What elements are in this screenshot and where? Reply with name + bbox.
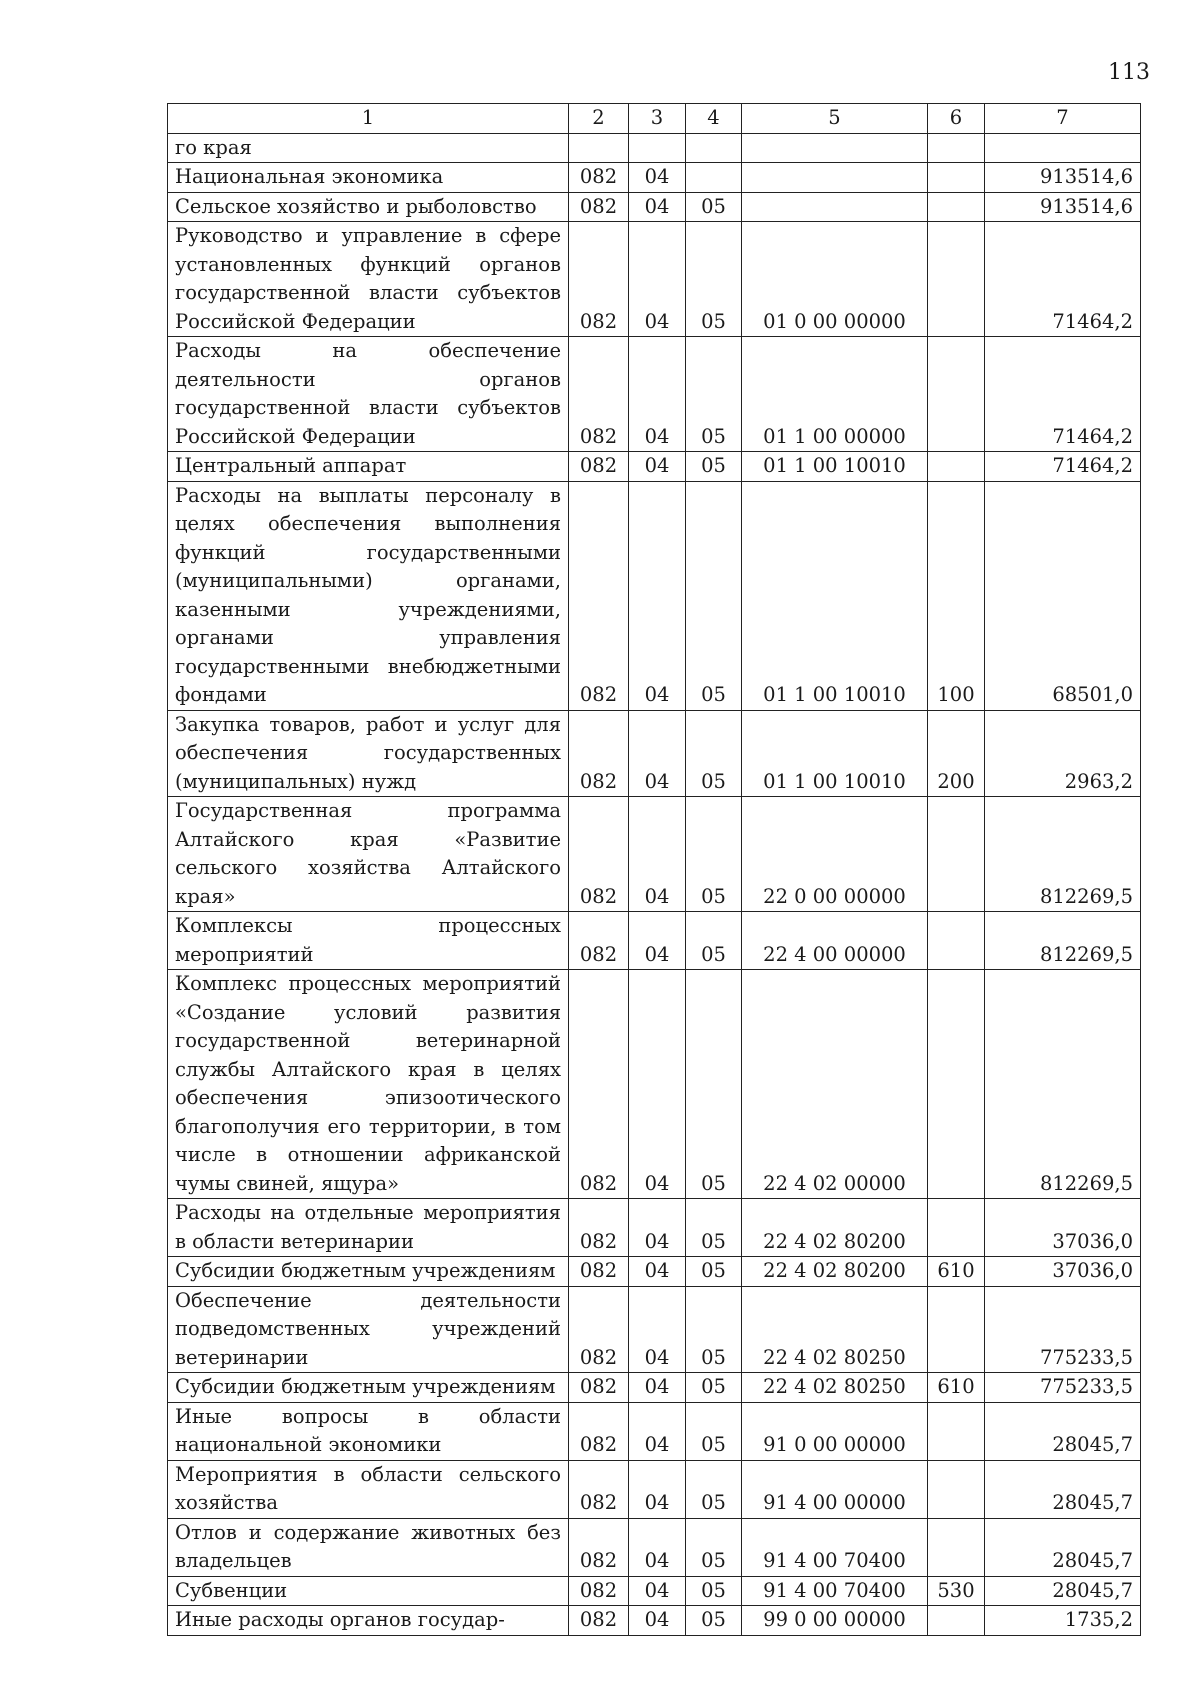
header-col-4: 4: [686, 104, 742, 134]
cell-expense-type: [928, 912, 985, 970]
table-row: [168, 1257, 1141, 1287]
cell-subsection-code: 05: [686, 970, 742, 1199]
cell-subsection-code: 05: [686, 1402, 742, 1460]
cell-amount: 775233,5: [985, 1286, 1141, 1373]
cell-subsection-code: [686, 163, 742, 193]
cell-target-article: 91 0 00 00000: [742, 1402, 928, 1460]
cell-item-name: го края: [168, 133, 569, 163]
cell-expense-type: 610: [928, 1257, 985, 1287]
cell-subsection-code: 05: [686, 710, 742, 797]
cell-ministry-code: 082: [569, 912, 629, 970]
cell-target-article: 99 0 00 00000: [742, 1606, 928, 1636]
cell-section-code: 04: [629, 1257, 686, 1287]
cell-ministry-code: [569, 133, 629, 163]
cell-target-article: 01 1 00 00000: [742, 337, 928, 452]
cell-target-article: 22 4 02 80250: [742, 1373, 928, 1403]
cell-target-article: 01 1 00 10010: [742, 481, 928, 710]
table-row: [168, 710, 1141, 797]
cell-ministry-code: 082: [569, 1402, 629, 1460]
cell-target-article: 01 1 00 10010: [742, 710, 928, 797]
cell-amount: 28045,7: [985, 1460, 1141, 1518]
cell-expense-type: [928, 1286, 985, 1373]
cell-subsection-code: 05: [686, 1576, 742, 1606]
cell-expense-type: [928, 192, 985, 222]
cell-amount: 71464,2: [985, 222, 1141, 337]
cell-expense-type: [928, 1402, 985, 1460]
cell-amount: 812269,5: [985, 912, 1141, 970]
table-row: [168, 481, 1141, 710]
cell-section-code: 04: [629, 1576, 686, 1606]
cell-target-article: 22 4 00 00000: [742, 912, 928, 970]
cell-subsection-code: [686, 133, 742, 163]
cell-item-name: Расходы на выплаты персоналу в целях обеспечения выполнения функций государственными (муниципальными) органами, казенными учреждениями, органами управления государственными внебюджетными фондами: [168, 481, 569, 710]
cell-amount: [985, 133, 1141, 163]
cell-item-name: Комплексы процессных мероприятий: [168, 912, 569, 970]
cell-subsection-code: 05: [686, 337, 742, 452]
cell-section-code: 04: [629, 163, 686, 193]
cell-section-code: 04: [629, 192, 686, 222]
cell-ministry-code: 082: [569, 1286, 629, 1373]
cell-ministry-code: 082: [569, 1460, 629, 1518]
header-col-2: 2: [569, 104, 629, 134]
cell-target-article: 22 0 00 00000: [742, 797, 928, 912]
cell-amount: 913514,6: [985, 163, 1141, 193]
cell-ministry-code: 082: [569, 452, 629, 482]
cell-subsection-code: 05: [686, 452, 742, 482]
cell-item-name: Отлов и содержание животных без владельцев: [168, 1518, 569, 1576]
cell-expense-type: [928, 1199, 985, 1257]
cell-ministry-code: 082: [569, 1518, 629, 1576]
table-row: [168, 222, 1141, 337]
cell-amount: 68501,0: [985, 481, 1141, 710]
cell-amount: 775233,5: [985, 1373, 1141, 1403]
cell-ministry-code: 082: [569, 710, 629, 797]
cell-item-name: Мероприятия в области сельского хозяйства: [168, 1460, 569, 1518]
cell-target-article: [742, 192, 928, 222]
cell-section-code: 04: [629, 797, 686, 912]
header-col-1: 1: [168, 104, 569, 134]
cell-expense-type: [928, 797, 985, 912]
table-row: [168, 452, 1141, 482]
cell-expense-type: 100: [928, 481, 985, 710]
cell-item-name: Расходы на обеспечение деятельности органов государственной власти субъектов Российской Федерации: [168, 337, 569, 452]
cell-section-code: 04: [629, 1460, 686, 1518]
cell-expense-type: [928, 133, 985, 163]
cell-subsection-code: 05: [686, 1199, 742, 1257]
cell-ministry-code: 082: [569, 222, 629, 337]
cell-expense-type: [928, 1460, 985, 1518]
cell-expense-type: 610: [928, 1373, 985, 1403]
table-row: [168, 192, 1141, 222]
cell-subsection-code: 05: [686, 912, 742, 970]
cell-amount: 37036,0: [985, 1199, 1141, 1257]
cell-expense-type: [928, 452, 985, 482]
cell-item-name: Иные вопросы в области национальной экономики: [168, 1402, 569, 1460]
cell-amount: 812269,5: [985, 970, 1141, 1199]
header-col-5: 5: [742, 104, 928, 134]
cell-amount: 28045,7: [985, 1402, 1141, 1460]
cell-amount: 71464,2: [985, 452, 1141, 482]
cell-subsection-code: 05: [686, 222, 742, 337]
cell-section-code: 04: [629, 481, 686, 710]
table-row: [168, 1286, 1141, 1373]
cell-ministry-code: 082: [569, 192, 629, 222]
cell-item-name: Руководство и управление в сфере установленных функций органов государственной власти субъектов Российской Федерации: [168, 222, 569, 337]
cell-expense-type: [928, 1518, 985, 1576]
cell-subsection-code: 05: [686, 481, 742, 710]
cell-section-code: 04: [629, 970, 686, 1199]
budget-table: [167, 103, 1141, 1636]
cell-expense-type: 200: [928, 710, 985, 797]
cell-ministry-code: 082: [569, 337, 629, 452]
cell-subsection-code: 05: [686, 797, 742, 912]
cell-section-code: 04: [629, 337, 686, 452]
cell-item-name: Национальная экономика: [168, 163, 569, 193]
table-row: [168, 1518, 1141, 1576]
table-row: [168, 133, 1141, 163]
cell-ministry-code: 082: [569, 1373, 629, 1403]
cell-item-name: Иные расходы органов государ-: [168, 1606, 569, 1636]
cell-section-code: 04: [629, 1518, 686, 1576]
cell-target-article: 22 4 02 80200: [742, 1199, 928, 1257]
table-row: [168, 912, 1141, 970]
cell-target-article: 22 4 02 80200: [742, 1257, 928, 1287]
header-col-3: 3: [629, 104, 686, 134]
cell-amount: 812269,5: [985, 797, 1141, 912]
cell-expense-type: [928, 163, 985, 193]
cell-amount: 28045,7: [985, 1518, 1141, 1576]
table-row: [168, 797, 1141, 912]
cell-expense-type: [928, 337, 985, 452]
cell-target-article: [742, 163, 928, 193]
cell-target-article: 01 1 00 10010: [742, 452, 928, 482]
cell-target-article: [742, 133, 928, 163]
cell-section-code: 04: [629, 710, 686, 797]
table-row: [168, 1373, 1141, 1403]
cell-amount: 913514,6: [985, 192, 1141, 222]
cell-amount: 28045,7: [985, 1576, 1141, 1606]
header-col-6: 6: [928, 104, 985, 134]
table-row: [168, 1606, 1141, 1636]
cell-ministry-code: 082: [569, 797, 629, 912]
cell-expense-type: [928, 222, 985, 337]
cell-subsection-code: 05: [686, 1257, 742, 1287]
page-number: 113: [1108, 60, 1150, 85]
cell-section-code: 04: [629, 452, 686, 482]
table-body: [168, 104, 1141, 1636]
table-row: [168, 1402, 1141, 1460]
cell-ministry-code: 082: [569, 1576, 629, 1606]
cell-item-name: Субсидии бюджетным учреждениям: [168, 1373, 569, 1403]
cell-target-article: 22 4 02 00000: [742, 970, 928, 1199]
table-row: [168, 970, 1141, 1199]
table-row: [168, 337, 1141, 452]
cell-section-code: 04: [629, 1199, 686, 1257]
cell-section-code: 04: [629, 912, 686, 970]
table-row: [168, 163, 1141, 193]
table-row: [168, 1199, 1141, 1257]
cell-target-article: 01 0 00 00000: [742, 222, 928, 337]
cell-amount: 71464,2: [985, 337, 1141, 452]
cell-amount: 2963,2: [985, 710, 1141, 797]
cell-amount: 1735,2: [985, 1606, 1141, 1636]
cell-target-article: 91 4 00 00000: [742, 1460, 928, 1518]
table-row: [168, 1460, 1141, 1518]
cell-expense-type: 530: [928, 1576, 985, 1606]
cell-subsection-code: 05: [686, 1286, 742, 1373]
cell-ministry-code: 082: [569, 1257, 629, 1287]
cell-item-name: Комплекс процессных мероприятий «Создание условий развития государственной ветеринарной службы Алтайского края в целях обеспечения эпизоотического благополучия его территории, в том числе в отношении африканской чумы свиней, ящура»: [168, 970, 569, 1199]
cell-target-article: 22 4 02 80250: [742, 1286, 928, 1373]
cell-target-article: 91 4 00 70400: [742, 1518, 928, 1576]
cell-target-article: 91 4 00 70400: [742, 1576, 928, 1606]
cell-subsection-code: 05: [686, 192, 742, 222]
cell-ministry-code: 082: [569, 970, 629, 1199]
cell-section-code: [629, 133, 686, 163]
cell-expense-type: [928, 1606, 985, 1636]
cell-item-name: Закупка товаров, работ и услуг для обеспечения государственных (муниципальных) нужд: [168, 710, 569, 797]
cell-expense-type: [928, 970, 985, 1199]
cell-item-name: Субсидии бюджетным учреждениям: [168, 1257, 569, 1287]
cell-item-name: Обеспечение деятельности подведомственных учреждений ветеринарии: [168, 1286, 569, 1373]
cell-amount: 37036,0: [985, 1257, 1141, 1287]
cell-subsection-code: 05: [686, 1373, 742, 1403]
cell-ministry-code: 082: [569, 481, 629, 710]
cell-section-code: 04: [629, 1373, 686, 1403]
cell-section-code: 04: [629, 1606, 686, 1636]
cell-section-code: 04: [629, 1402, 686, 1460]
cell-item-name: Расходы на отдельные мероприятия в области ветеринарии: [168, 1199, 569, 1257]
cell-item-name: Субвенции: [168, 1576, 569, 1606]
cell-ministry-code: 082: [569, 1606, 629, 1636]
cell-ministry-code: 082: [569, 163, 629, 193]
table-row: [168, 1576, 1141, 1606]
cell-item-name: Сельское хозяйство и рыболовство: [168, 192, 569, 222]
cell-subsection-code: 05: [686, 1606, 742, 1636]
cell-ministry-code: 082: [569, 1199, 629, 1257]
cell-section-code: 04: [629, 222, 686, 337]
cell-subsection-code: 05: [686, 1460, 742, 1518]
table-header-row: [168, 104, 1141, 134]
cell-section-code: 04: [629, 1286, 686, 1373]
cell-item-name: Центральный аппарат: [168, 452, 569, 482]
cell-item-name: Государственная программа Алтайского края «Развитие сельского хозяйства Алтайского края»: [168, 797, 569, 912]
header-col-7: 7: [985, 104, 1141, 134]
cell-subsection-code: 05: [686, 1518, 742, 1576]
